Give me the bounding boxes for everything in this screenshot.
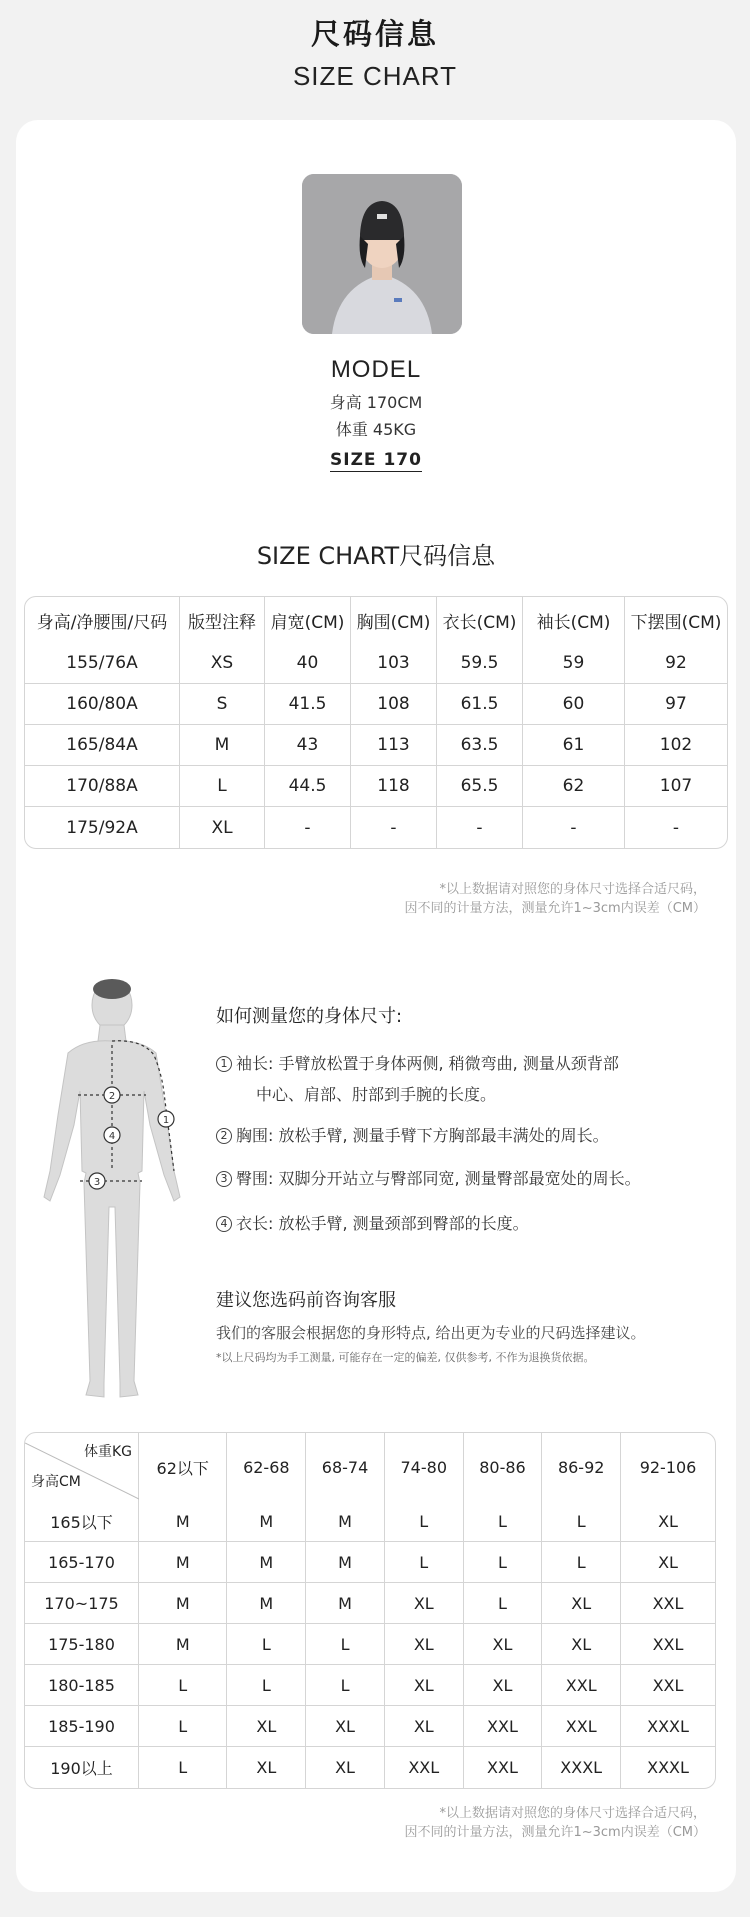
table-cell: L — [385, 1501, 464, 1542]
table-row — [25, 1501, 715, 1542]
table-row — [25, 1747, 715, 1788]
model-size: SIZE 170 — [330, 450, 422, 470]
how-to-measure — [216, 1002, 726, 1239]
table-cell: XL — [464, 1665, 543, 1706]
row-header-cell: 175-180 — [25, 1624, 139, 1665]
table-cell: XL — [227, 1747, 306, 1788]
step-text-continued: 中心、肩部、肘部到手腕的长度。 — [256, 1085, 497, 1104]
table-cell: 41.5 — [265, 684, 351, 725]
table-cell: L — [385, 1542, 464, 1583]
row-header-cell: 180-185 — [25, 1665, 139, 1706]
measure-step — [216, 1048, 726, 1110]
step-number-icon: 1 — [216, 1056, 232, 1072]
row-header-cell: 165以下 — [25, 1501, 139, 1542]
column-header: 80-86 — [464, 1433, 543, 1501]
table-cell: XL — [464, 1624, 543, 1665]
table-row — [25, 643, 727, 684]
row-header-cell: 170~175 — [25, 1583, 139, 1624]
height-axis-label: 身高CM — [31, 1474, 81, 1490]
table-cell: L — [464, 1583, 543, 1624]
svg-text:3: 3 — [93, 1177, 101, 1188]
table-cell: - — [672, 817, 680, 838]
table-cell: XL — [385, 1665, 464, 1706]
table-cell: 107 — [625, 766, 727, 807]
page-title-cn: 尺码信息 — [310, 17, 439, 51]
svg-text:1: 1 — [162, 1115, 170, 1126]
table-cell: L — [464, 1542, 543, 1583]
table-cell: XL — [306, 1747, 385, 1788]
step-text: 衣长: 放松手臂, 测量颈部到臀部的长度。 — [236, 1214, 529, 1233]
column-header: 62以下 — [139, 1433, 227, 1501]
table-cell: XL — [542, 1624, 621, 1665]
table-cell: XL — [180, 807, 265, 848]
column-header: 肩宽(CM) — [265, 597, 351, 643]
column-header: 86-92 — [542, 1433, 621, 1501]
step-text: 臀围: 双脚分开站立与臀部同宽, 测量臀部最宽处的周长。 — [236, 1169, 641, 1188]
table-cell: XXL — [542, 1706, 621, 1747]
row-header-cell: 185-190 — [25, 1706, 139, 1747]
how-to-title: 如何测量您的身体尺寸: — [216, 1006, 403, 1027]
table-cell: M — [139, 1583, 227, 1624]
column-header: 衣长(CM) — [437, 597, 523, 643]
table-cell: 62 — [523, 766, 625, 807]
table-cell: - — [437, 807, 523, 848]
model-photo — [302, 174, 462, 334]
page-title-en: SIZE CHART — [292, 61, 458, 91]
table-cell: XL — [385, 1583, 464, 1624]
svg-text:2: 2 — [108, 1091, 116, 1102]
table-cell: L — [139, 1706, 227, 1747]
table-row — [25, 1624, 715, 1665]
table-cell: XXL — [621, 1665, 715, 1706]
column-header: 74-80 — [385, 1433, 464, 1501]
size-chart-table — [24, 596, 728, 849]
table-cell: 113 — [351, 725, 437, 766]
advice-disclaimer: *以上尺码均为手工测量, 可能存在一定的偏差, 仅供参考, 不作为退换货依据。 — [216, 1351, 595, 1364]
table-cell: L — [464, 1501, 543, 1542]
table-cell: - — [351, 807, 437, 848]
table-cell: M — [227, 1583, 306, 1624]
measurement-note-bottom — [404, 1804, 706, 1842]
step-number-icon: 2 — [216, 1128, 232, 1144]
row-header-cell: 190以上 — [25, 1747, 139, 1788]
table-cell: 40 — [265, 643, 351, 684]
weight-height-table — [24, 1432, 716, 1789]
table-cell: L — [306, 1624, 385, 1665]
table-cell: 61.5 — [437, 684, 523, 725]
note-line: 因不同的计量方法，测量允许1~3cm内误差（CM） — [404, 901, 706, 916]
table-cell: - — [523, 807, 625, 848]
column-header: 身高/净腰围/尺码 — [25, 597, 180, 643]
step-text: 袖长: 手臂放松置于身体两侧, 稍微弯曲, 测量从颈背部 — [236, 1054, 619, 1073]
column-header: 68-74 — [306, 1433, 385, 1501]
table-header-row — [25, 597, 727, 643]
table-row — [25, 684, 727, 725]
column-header: 胸围(CM) — [351, 597, 437, 643]
column-header: 版型注释 — [180, 597, 265, 643]
table-cell: XXL — [464, 1747, 543, 1788]
table-cell: 165/84A — [25, 725, 180, 766]
step-number-icon: 3 — [216, 1171, 232, 1187]
model-height: 身高 170CM — [329, 393, 423, 412]
table-cell: 155/76A — [25, 643, 180, 684]
table-cell: XL — [385, 1706, 464, 1747]
body-measurement-figure — [16, 975, 216, 1415]
table-cell: XL — [227, 1706, 306, 1747]
page-header — [0, 0, 750, 120]
table-cell: M — [180, 725, 265, 766]
model-title: MODEL — [330, 356, 422, 383]
table-cell: 43 — [265, 725, 351, 766]
table-row — [25, 766, 727, 807]
table-cell: XL — [542, 1583, 621, 1624]
table-cell: XS — [180, 643, 265, 684]
measure-step — [216, 1120, 726, 1151]
model-weight: 体重 45KG — [335, 420, 417, 439]
table-cell: XL — [385, 1624, 464, 1665]
table-row — [25, 725, 727, 766]
table-cell: M — [227, 1501, 306, 1542]
table-cell: XXL — [621, 1624, 715, 1665]
table-cell: 170/88A — [25, 766, 180, 807]
table-cell: S — [180, 684, 265, 725]
table-corner-cell — [25, 1433, 139, 1501]
table-cell: M — [139, 1501, 227, 1542]
table-row — [25, 1583, 715, 1624]
table-cell: 102 — [625, 725, 727, 766]
table-cell: XXXL — [647, 1758, 689, 1777]
table-row — [25, 807, 727, 848]
table-cell: M — [139, 1624, 227, 1665]
column-header: 下摆围(CM) — [630, 612, 722, 633]
step-number-icon: 4 — [216, 1216, 232, 1232]
table-cell: L — [227, 1624, 306, 1665]
table-cell: L — [542, 1501, 621, 1542]
size-advice — [216, 1286, 726, 1365]
weight-axis-label: 体重KG — [83, 1444, 132, 1460]
table-cell: XXXL — [621, 1706, 715, 1747]
table-cell: 44.5 — [265, 766, 351, 807]
column-header: 92-106 — [639, 1457, 697, 1477]
table-cell: XL — [621, 1542, 715, 1583]
column-header: 袖长(CM) — [523, 597, 625, 643]
note-line: *以上数据请对照您的身体尺寸选择合适尺码， — [439, 882, 706, 897]
note-line: 因不同的计量方法，测量允许1~3cm内误差（CM） — [404, 1825, 706, 1840]
table-cell: 59.5 — [437, 643, 523, 684]
table-cell: L — [180, 766, 265, 807]
table-cell: XXXL — [542, 1747, 621, 1788]
model-info — [16, 356, 736, 472]
table-row — [25, 1542, 715, 1583]
table-row — [25, 1665, 715, 1706]
table-cell: 175/92A — [25, 807, 180, 848]
row-header-cell: 165-170 — [25, 1542, 139, 1583]
note-line: *以上数据请对照您的身体尺寸选择合适尺码， — [439, 1806, 706, 1821]
column-header: 62-68 — [227, 1433, 306, 1501]
table-cell: L — [139, 1747, 227, 1788]
table-cell: XXL — [621, 1583, 715, 1624]
table-cell: 108 — [351, 684, 437, 725]
table-cell: - — [265, 807, 351, 848]
step-text: 胸围: 放松手臂, 测量手臂下方胸部最丰满处的周长。 — [236, 1126, 609, 1145]
advice-title: 建议您选码前咨询客服 — [216, 1290, 396, 1311]
table-cell: XL — [621, 1501, 715, 1542]
svg-text:4: 4 — [108, 1131, 116, 1142]
measurement-note — [404, 880, 706, 918]
table-cell: L — [542, 1542, 621, 1583]
table-cell: L — [139, 1665, 227, 1706]
table-row — [25, 1706, 715, 1747]
table-cell: M — [306, 1583, 385, 1624]
table-cell: 60 — [523, 684, 625, 725]
table-cell: 61 — [523, 725, 625, 766]
table-cell: XXL — [385, 1747, 464, 1788]
table-cell: 160/80A — [25, 684, 180, 725]
table-cell: XL — [306, 1706, 385, 1747]
table-cell: L — [227, 1665, 306, 1706]
table-cell: 59 — [523, 643, 625, 684]
table-cell: 103 — [351, 643, 437, 684]
table-cell: 63.5 — [437, 725, 523, 766]
table-cell: 118 — [351, 766, 437, 807]
size-chart-title: SIZE CHART尺码信息 — [256, 542, 496, 570]
table-header-row — [25, 1433, 715, 1501]
table-cell: 65.5 — [437, 766, 523, 807]
content-card — [16, 120, 736, 1892]
table-cell: XXL — [464, 1706, 543, 1747]
measure-step — [216, 1208, 726, 1239]
measure-step — [216, 1163, 726, 1194]
table-cell: XXL — [542, 1665, 621, 1706]
table-cell: M — [139, 1542, 227, 1583]
table-cell: M — [306, 1501, 385, 1542]
table-cell: 92 — [625, 643, 727, 684]
table-cell: M — [227, 1542, 306, 1583]
table-cell: 97 — [625, 684, 727, 725]
table-cell: L — [306, 1665, 385, 1706]
table-cell: M — [306, 1542, 385, 1583]
advice-description: 我们的客服会根据您的身形特点, 给出更为专业的尺码选择建议。 — [216, 1324, 646, 1342]
